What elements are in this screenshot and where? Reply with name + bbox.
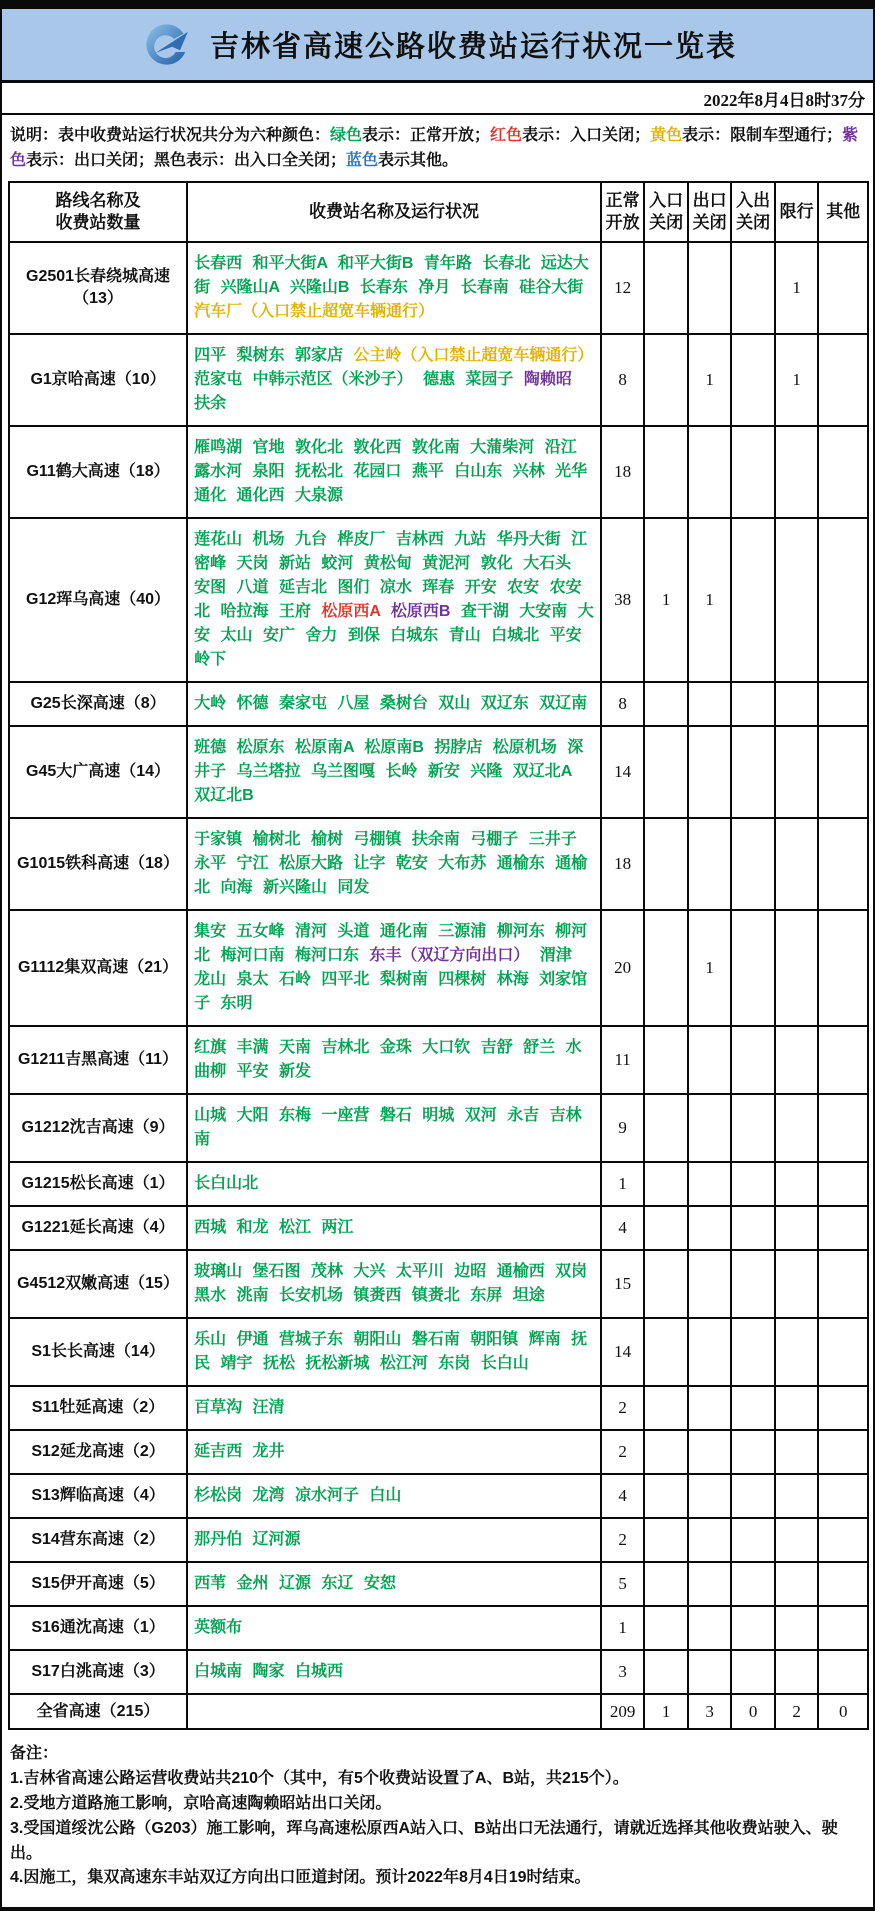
legend-segment: 说明：表中收费站运行状况共分为六种颜色： <box>10 127 331 144</box>
station-list <box>187 1026 601 1094</box>
station-list <box>187 682 601 726</box>
route-name: G1015铁科高速（18） <box>9 818 187 910</box>
station-segment: 莲花山 机场 九台 桦皮厂 吉林西 九站 华丹大街 江密峰 天岗 新站 蛟河 黄松甸 黄泥河 敦化 大石头 安图 八道 延吉北 图们 凉水 珲春 开安 农安 农安北 哈拉海 王府 <box>194 530 588 620</box>
status-value: 8 <box>601 682 645 726</box>
status-value <box>644 1094 688 1162</box>
status-value <box>688 818 732 910</box>
station-list <box>187 1474 601 1518</box>
status-value <box>688 1518 732 1562</box>
status-value <box>775 1430 819 1474</box>
status-value <box>731 818 775 910</box>
status-value <box>818 242 868 334</box>
status-value <box>731 1026 775 1094</box>
col-header-stations: 收费站名称及运行状况 <box>187 182 601 242</box>
status-value <box>644 334 688 426</box>
status-value <box>644 1026 688 1094</box>
table-row <box>9 426 868 518</box>
station-segment: 范家屯 中韩示范区（米沙子） 德惠 菜园子 <box>194 370 514 388</box>
station-list <box>187 1694 601 1730</box>
station-segment: 山城 大阳 东梅 一座营 磐石 明城 双河 永吉 吉林南 <box>194 1106 582 1148</box>
status-value <box>775 1562 819 1606</box>
status-value: 1 <box>688 518 732 682</box>
station-segment: 雁鸣湖 官地 敦化北 敦化西 敦化南 大蒲柴河 沿江 露水河 泉阳 抚松北 花园口 燕平 白山东 兴林 光华 通化 通化西 大泉源 <box>194 438 588 504</box>
route-name: G1112集双高速（21） <box>9 910 187 1026</box>
station-segment: 百草沟 汪清 <box>194 1398 285 1416</box>
toll-station-status-table <box>8 181 869 1731</box>
color-legend <box>2 115 873 181</box>
station-segment: 四平 梨树东 郭家店 <box>194 346 343 364</box>
status-value <box>775 1026 819 1094</box>
station-segment: 玻璃山 堡石图 茂林 大兴 太平川 边昭 通榆西 双岗 黑水 洮南 长安机场 镇赉西 镇赉北 东屏 坦途 <box>194 1262 588 1304</box>
status-value: 2 <box>775 1694 819 1730</box>
status-value <box>731 726 775 818</box>
legend-segment: 黄色 <box>650 127 683 144</box>
status-value <box>818 1650 868 1694</box>
status-value <box>644 726 688 818</box>
legend-segment: 表示：出口关闭；黑色表示：出入口全关闭； <box>26 151 347 169</box>
station-segment: 长白山北 <box>194 1174 259 1192</box>
status-value: 0 <box>731 1694 775 1730</box>
status-value <box>818 1206 868 1250</box>
station-segment: 西城 和龙 松江 两江 <box>194 1218 354 1236</box>
table-row <box>9 1206 868 1250</box>
status-value: 4 <box>601 1474 645 1518</box>
status-value <box>775 1606 819 1650</box>
status-value <box>688 1162 732 1206</box>
station-segment: 延吉西 龙井 <box>194 1442 285 1460</box>
legend-segment: 表示其他。 <box>378 151 459 169</box>
table-row <box>9 1474 868 1518</box>
status-value: 2 <box>601 1518 645 1562</box>
status-value: 2 <box>601 1430 645 1474</box>
station-segment: 乐山 伊通 营城子东 朝阳山 磐石南 朝阳镇 辉南 抚民 靖宇 抚松 抚松新城 松江河 东岗 长白山 <box>194 1330 588 1372</box>
status-value <box>818 1562 868 1606</box>
status-value <box>818 334 868 426</box>
status-value <box>644 1206 688 1250</box>
status-value <box>688 1250 732 1318</box>
table-header-row <box>9 182 868 242</box>
status-value <box>644 242 688 334</box>
status-value <box>644 1650 688 1694</box>
status-value <box>775 426 819 518</box>
status-value: 18 <box>601 818 645 910</box>
station-segment: 渭津 龙山 泉太 石岭 四平北 梨树南 四棵树 林海 刘家馆子 东明 <box>194 946 588 1012</box>
status-value <box>775 1650 819 1694</box>
route-name: G11鹤大高速（18） <box>9 426 187 518</box>
table-row <box>9 1650 868 1694</box>
station-segment: 红旗 丰满 天南 吉林北 金珠 大口钦 吉舒 舒兰 水曲柳 平安 新发 <box>194 1038 582 1080</box>
status-value <box>731 1386 775 1430</box>
status-value <box>731 1430 775 1474</box>
status-value <box>688 426 732 518</box>
status-value <box>775 1162 819 1206</box>
note-item: 4.因施工，集双高速东丰站双辽方向出口匝道封闭。预计2022年8月4日19时结束。 <box>10 1869 591 1887</box>
station-segment: 扶余 <box>194 394 227 412</box>
status-value <box>688 726 732 818</box>
status-value: 18 <box>601 426 645 518</box>
status-value <box>731 1562 775 1606</box>
status-value <box>818 910 868 1026</box>
status-value <box>644 682 688 726</box>
status-value <box>688 242 732 334</box>
status-value <box>688 1206 732 1250</box>
status-value: 0 <box>818 1694 868 1730</box>
status-value <box>688 1026 732 1094</box>
col-header-status: 正常 开放 <box>601 182 645 242</box>
status-value <box>644 1430 688 1474</box>
col-header-status: 入出 关闭 <box>731 182 775 242</box>
status-value: 12 <box>601 242 645 334</box>
station-list <box>187 1430 601 1474</box>
status-value <box>644 1318 688 1386</box>
notes-list <box>10 1767 865 1891</box>
status-value <box>644 1250 688 1318</box>
legend-segment: 绿色 <box>330 127 363 144</box>
status-value <box>644 426 688 518</box>
table-header <box>9 182 868 242</box>
station-segment: 松原西A <box>321 602 381 620</box>
station-list <box>187 426 601 518</box>
table-row <box>9 1606 868 1650</box>
route-name: G1221延长高速（4） <box>9 1206 187 1250</box>
status-value <box>775 1318 819 1386</box>
table-row <box>9 818 868 910</box>
status-value <box>731 1162 775 1206</box>
route-name: G1215松长高速（1） <box>9 1162 187 1206</box>
status-value <box>775 1094 819 1162</box>
route-name: S17白洮高速（3） <box>9 1650 187 1694</box>
station-list <box>187 1650 601 1694</box>
legend-segment: 蓝色 <box>346 151 379 169</box>
station-segment: 于家镇 榆树北 榆树 弓棚镇 扶余南 弓棚子 三井子 永平 宁江 松原大路 让字 乾安 大布苏 通榆东 通榆北 向海 新兴隆山 同发 <box>194 830 588 896</box>
legend-segment: 表示：入口关闭； <box>522 127 651 144</box>
table-row <box>9 518 868 682</box>
route-name: G25长深高速（8） <box>9 682 187 726</box>
title-band <box>2 9 873 83</box>
status-value <box>818 1250 868 1318</box>
status-value <box>818 818 868 910</box>
col-header-status: 出口 关闭 <box>688 182 732 242</box>
route-name: S11牡延高速（2） <box>9 1386 187 1430</box>
table-row <box>9 1694 868 1730</box>
legend-segment: 紫色 <box>10 127 859 169</box>
status-value: 20 <box>601 910 645 1026</box>
notes-title: 备注： <box>10 1745 59 1763</box>
route-name: G1211吉黑高速（11） <box>9 1026 187 1094</box>
station-list <box>187 910 601 1026</box>
station-list <box>187 518 601 682</box>
status-value: 4 <box>601 1206 645 1250</box>
status-value: 3 <box>688 1694 732 1730</box>
station-segment: 白城南 陶家 白城西 <box>194 1662 343 1680</box>
route-name: S12延龙高速（2） <box>9 1430 187 1474</box>
station-list <box>187 1094 601 1162</box>
status-value <box>688 1650 732 1694</box>
station-segment: 松原西B <box>390 602 451 620</box>
status-value <box>688 1474 732 1518</box>
route-name: G45大广高速（14） <box>9 726 187 818</box>
route-name: S1长长高速（14） <box>9 1318 187 1386</box>
col-header-status: 入口 关闭 <box>644 182 688 242</box>
status-value <box>775 1474 819 1518</box>
status-value <box>818 726 868 818</box>
note-item: 2.受地方道路施工影响，京哈高速陶赖昭站出口关闭。 <box>10 1794 392 1812</box>
status-value <box>818 518 868 682</box>
status-value: 1 <box>601 1606 645 1650</box>
status-value: 14 <box>601 1318 645 1386</box>
station-segment: 查干湖 大安南 大安 太山 安广 舍力 到保 白城东 青山 白城北 平安 岭下 <box>194 602 594 668</box>
status-value <box>818 1606 868 1650</box>
status-value <box>818 1430 868 1474</box>
station-segment: 长春西 和平大街A 和平大街B 青年路 长春北 远达大街 兴隆山A 兴隆山B 长春东 净月 长春南 硅谷大街 <box>194 254 589 296</box>
status-value: 9 <box>601 1094 645 1162</box>
station-segment: 杉松岗 龙湾 凉水河子 白山 <box>194 1486 402 1504</box>
route-name: S15伊开高速（5） <box>9 1562 187 1606</box>
status-value <box>688 682 732 726</box>
table-body <box>9 242 868 1730</box>
route-name: S16通沈高速（1） <box>9 1606 187 1650</box>
status-value <box>731 1318 775 1386</box>
status-value <box>818 1094 868 1162</box>
table-row <box>9 1162 868 1206</box>
status-value: 38 <box>601 518 645 682</box>
station-list <box>187 1162 601 1206</box>
status-value: 209 <box>601 1694 645 1730</box>
status-value <box>818 682 868 726</box>
col-header-status: 其他 <box>818 182 868 242</box>
status-value <box>731 518 775 682</box>
notes-section <box>2 1730 873 1907</box>
table-row <box>9 1518 868 1562</box>
status-value: 15 <box>601 1250 645 1318</box>
status-value <box>688 1386 732 1430</box>
table-row <box>9 1026 868 1094</box>
status-value <box>775 1386 819 1430</box>
expressway-logo-icon <box>138 17 194 73</box>
station-segment: 公主岭（入口禁止超宽车辆通行） <box>353 346 594 364</box>
status-value: 1 <box>688 910 732 1026</box>
status-value <box>818 1518 868 1562</box>
status-value <box>731 1474 775 1518</box>
status-value <box>775 1206 819 1250</box>
route-name: G4512双嫩高速（15） <box>9 1250 187 1318</box>
status-value <box>818 1026 868 1094</box>
station-list <box>187 726 601 818</box>
status-value <box>731 242 775 334</box>
station-list <box>187 242 601 334</box>
status-value <box>818 1386 868 1430</box>
route-name: G2501长春绕城高速（13） <box>9 242 187 334</box>
status-value <box>818 1474 868 1518</box>
status-value <box>731 1094 775 1162</box>
status-value <box>644 1518 688 1562</box>
status-value: 5 <box>601 1562 645 1606</box>
status-value <box>688 1562 732 1606</box>
status-value <box>731 334 775 426</box>
station-segment: 大岭 怀德 秦家屯 八屋 桑树台 双山 双辽东 双辽南 <box>194 694 588 712</box>
station-segment: 班德 松原东 松原南A 松原南B 拐脖店 松原机场 深井子 乌兰塔拉 乌兰图嘎 长岭 新安 兴隆 双辽北A 双辽北B <box>194 738 584 804</box>
status-value <box>644 818 688 910</box>
status-value <box>644 1562 688 1606</box>
status-value <box>688 1318 732 1386</box>
table-row <box>9 682 868 726</box>
status-value <box>688 1094 732 1162</box>
station-list <box>187 1206 601 1250</box>
status-value <box>731 910 775 1026</box>
status-value: 1 <box>644 1694 688 1730</box>
status-value: 1 <box>688 334 732 426</box>
status-value <box>775 726 819 818</box>
station-list <box>187 1518 601 1562</box>
status-value <box>644 1606 688 1650</box>
route-name: S14营东高速（2） <box>9 1518 187 1562</box>
status-value <box>818 426 868 518</box>
status-value <box>688 1606 732 1650</box>
status-value <box>731 1518 775 1562</box>
route-name: G1212沈吉高速（9） <box>9 1094 187 1162</box>
status-value <box>731 682 775 726</box>
status-value: 1 <box>775 334 819 426</box>
table-row <box>9 1562 868 1606</box>
status-value: 1 <box>601 1162 645 1206</box>
table-row <box>9 1430 868 1474</box>
status-value <box>688 1430 732 1474</box>
note-item: 1.吉林省高速公路运营收费站共210个（其中，有5个收费站设置了A、B站，共215个）。 <box>10 1770 629 1788</box>
station-list <box>187 1250 601 1318</box>
status-value <box>818 1162 868 1206</box>
table-row <box>9 1386 868 1430</box>
station-segment: 陶赖昭 <box>523 370 572 388</box>
station-segment: 集安 五女峰 清河 头道 通化南 三源浦 柳河东 柳河北 梅河口南 梅河口东 <box>194 922 588 964</box>
legend-segment: 红色 <box>490 127 523 144</box>
status-value <box>775 1250 819 1318</box>
table-row <box>9 1094 868 1162</box>
page-title: 吉林省高速公路收费站运行状况一览表 <box>209 31 737 63</box>
status-value <box>775 682 819 726</box>
status-value <box>731 1650 775 1694</box>
station-list <box>187 1606 601 1650</box>
station-list <box>187 334 601 426</box>
station-segment: 东丰（双辽方向出口） <box>369 946 530 964</box>
table-row <box>9 1250 868 1318</box>
status-value: 2 <box>601 1386 645 1430</box>
status-value <box>775 518 819 682</box>
table-row <box>9 910 868 1026</box>
route-name: G1京哈高速（10） <box>9 334 187 426</box>
status-value <box>644 910 688 1026</box>
station-segment: 西苇 金州 辽源 东辽 安恕 <box>194 1574 396 1592</box>
station-list <box>187 1562 601 1606</box>
station-segment: 英额布 <box>194 1618 243 1636</box>
status-value <box>731 426 775 518</box>
legend-segment: 表示：正常开放； <box>362 127 491 144</box>
status-value <box>775 1518 819 1562</box>
col-header-route: 路线名称及 收费站数量 <box>9 182 187 242</box>
table-row <box>9 242 868 334</box>
station-list <box>187 1386 601 1430</box>
status-value: 14 <box>601 726 645 818</box>
table-row <box>9 1318 868 1386</box>
status-value <box>775 818 819 910</box>
col-header-status: 限行 <box>775 182 819 242</box>
route-name: S13辉临高速（4） <box>9 1474 187 1518</box>
station-list <box>187 1318 601 1386</box>
status-value <box>818 1318 868 1386</box>
status-value: 8 <box>601 334 645 426</box>
route-name: 全省高速（215） <box>9 1694 187 1730</box>
note-item: 3.受国道绥沈公路（G203）施工影响，珲乌高速松原西A站入口、B站出口无法通行，请就近选择其他收费站驶入、驶出。 <box>10 1819 838 1862</box>
station-segment: 汽车厂（入口禁止超宽车辆通行） <box>194 302 435 320</box>
status-value: 1 <box>644 518 688 682</box>
report-timestamp: 2022年8月4日8时37分 <box>2 83 873 115</box>
status-value <box>731 1250 775 1318</box>
legend-segment: 表示：限制车型通行； <box>682 127 843 144</box>
route-name: G12珲乌高速（40） <box>9 518 187 682</box>
status-value <box>731 1606 775 1650</box>
status-value <box>644 1474 688 1518</box>
status-value: 11 <box>601 1026 645 1094</box>
station-list <box>187 818 601 910</box>
status-value: 3 <box>601 1650 645 1694</box>
status-value <box>644 1162 688 1206</box>
status-value: 1 <box>775 242 819 334</box>
status-value <box>644 1386 688 1430</box>
station-segment: 那丹伯 辽河源 <box>194 1530 301 1548</box>
status-value <box>775 910 819 1026</box>
table-row <box>9 726 868 818</box>
status-value <box>731 1206 775 1250</box>
table-row <box>9 334 868 426</box>
